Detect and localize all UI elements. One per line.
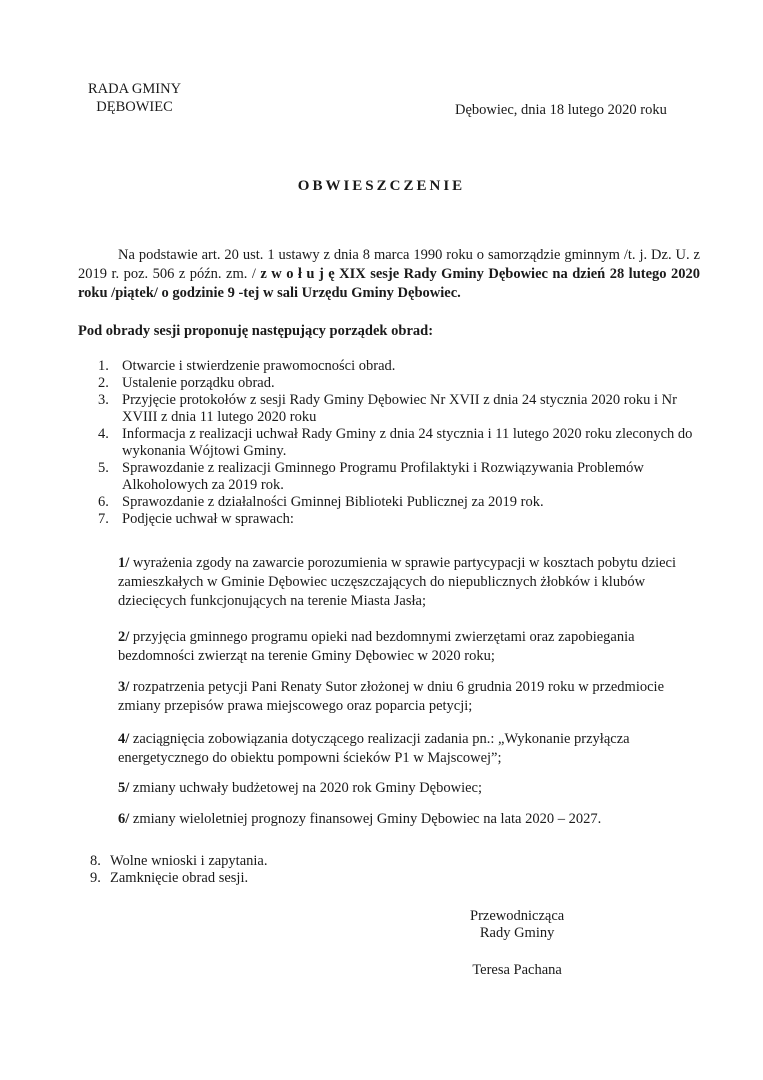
agenda-item-text: Otwarcie i stwierdzenie prawomocności obrad. — [122, 358, 396, 374]
agenda-item — [78, 392, 698, 426]
agenda-item-number: 8. — [90, 853, 101, 869]
agenda-item-text: Informacja z realizacji uchwał Rady Gminy z dnia 24 stycznia i 11 lutego 2020 roku zleconych do wykonania Wójtowi Gminy. — [122, 426, 693, 459]
agenda-list — [78, 358, 698, 528]
resolution-item — [118, 554, 693, 611]
signature-name: Teresa Pachana — [472, 962, 562, 978]
signature-role-line-1: Przewodnicząca — [470, 908, 565, 924]
agenda-item — [78, 494, 698, 511]
intro-text: Na podstawie art. 20 ust. 1 ustawy z dnia 8 marca 1990 roku o samorządzie gminnym /t. j. Dz. U. z 2019 r. poz. 506 z późn. zm. / — [78, 247, 700, 282]
resolution-text: zmiany wieloletniej prognozy finansowej Gminy Dębowiec na lata 2020 – 2027. — [129, 811, 602, 827]
resolution-item — [118, 730, 693, 768]
convene-word: z w o ł u j ę — [260, 266, 335, 282]
agenda-item — [78, 426, 698, 460]
resolution-text: przyjęcia gminnego programu opieki nad bezdomnymi zwierzętami oraz zapobiegania bezdomności zwierząt na terenie Gminy Dębowiec w 2020 roku; — [118, 629, 635, 664]
signature-role-line-2: Rady Gminy — [479, 925, 555, 941]
resolution-number: 4/ — [118, 731, 130, 747]
resolution-number: 3/ — [118, 679, 130, 695]
resolution-text: wyrażenia zgody na zawarcie porozumienia w sprawie partycypacji w kosztach pobytu dzieci zamieszkałych w Gminie Dębowiec uczęszczających do niepublicznych żłobków i klubów dziecięcych funkcjonujących na terenie Miasta Jasła; — [118, 555, 677, 609]
resolution-number: 1/ — [118, 555, 130, 571]
issuer-line-1: RADA GMINY — [88, 81, 182, 97]
resolution-text: rozpatrzenia petycji Pani Renaty Sutor złożonej w dniu 6 grudnia 2019 roku w przedmiocie zmiany przepisów prawa miejscowego oraz poparcia petycji; — [118, 679, 665, 714]
agenda-item-text: Ustalenie porządku obrad. — [122, 375, 275, 391]
signature-block — [470, 908, 564, 979]
document-title: OBWIESZCZENIE — [297, 178, 466, 194]
issuer-block — [88, 80, 181, 116]
resolution-number: 5/ — [118, 780, 130, 796]
resolution-item — [118, 678, 693, 716]
agenda-item — [78, 853, 478, 870]
agenda-heading: Pod obrady sesji proponuję następujący porządek obrad: — [78, 323, 434, 339]
agenda-item — [78, 870, 478, 887]
resolution-number: 2/ — [118, 629, 130, 645]
resolution-text: zmiany uchwały budżetowej na 2020 rok Gminy Dębowiec; — [129, 780, 483, 796]
agenda-item — [78, 358, 698, 375]
place-date: Dębowiec, dnia 18 lutego 2020 roku — [455, 102, 667, 118]
agenda-item — [78, 460, 698, 494]
agenda-item-number: 2. — [98, 375, 109, 391]
agenda-item-text: Sprawozdanie z realizacji Gminnego Programu Profilaktyki i Rozwiązywania Problemów Alkoholowych za 2019 rok. — [122, 460, 644, 493]
closing-list — [78, 853, 478, 887]
agenda-item-text: Sprawozdanie z działalności Gminnej Biblioteki Publicznej za 2019 rok. — [122, 494, 544, 510]
agenda-item-text: Zamknięcie obrad sesji. — [110, 870, 249, 886]
agenda-item-text: Wolne wnioski i zapytania. — [110, 853, 268, 869]
agenda-item-number: 3. — [98, 392, 109, 408]
agenda-item — [78, 511, 698, 528]
resolution-item — [118, 779, 693, 798]
agenda-item-number: 4. — [98, 426, 109, 442]
resolution-item — [118, 810, 693, 829]
agenda-item-text: Przyjęcie protokołów z sesji Rady Gminy Dębowiec Nr XVII z dnia 24 stycznia 2020 roku i Nr XVIII z dnia 11 lutego 2020 roku — [122, 392, 677, 425]
resolution-text: zaciągnięcia zobowiązania dotyczącego realizacji zadania pn.: „Wykonanie przyłącza energetycznego do obiektu pompowni ścieków P1 w Majscowej”; — [118, 731, 630, 766]
agenda-item-number: 7. — [98, 511, 109, 527]
agenda-item-number: 5. — [98, 460, 109, 476]
agenda-item-number: 1. — [98, 358, 109, 374]
intro-paragraph — [78, 246, 700, 303]
intro-session-text: XIX sesje Rady Gminy Dębowiec na dzień 28 lutego 2020 roku /piątek/ o godzinie 9 -tej w sali Urzędu Gminy Dębowiec. — [78, 266, 700, 301]
agenda-item-number: 6. — [98, 494, 109, 510]
resolution-number: 6/ — [118, 811, 130, 827]
agenda-item-number: 9. — [90, 870, 101, 886]
agenda-item-text: Podjęcie uchwał w sprawach: — [122, 511, 294, 527]
resolution-item — [118, 628, 693, 666]
issuer-line-2: DĘBOWIEC — [96, 99, 173, 115]
agenda-item — [78, 375, 698, 392]
